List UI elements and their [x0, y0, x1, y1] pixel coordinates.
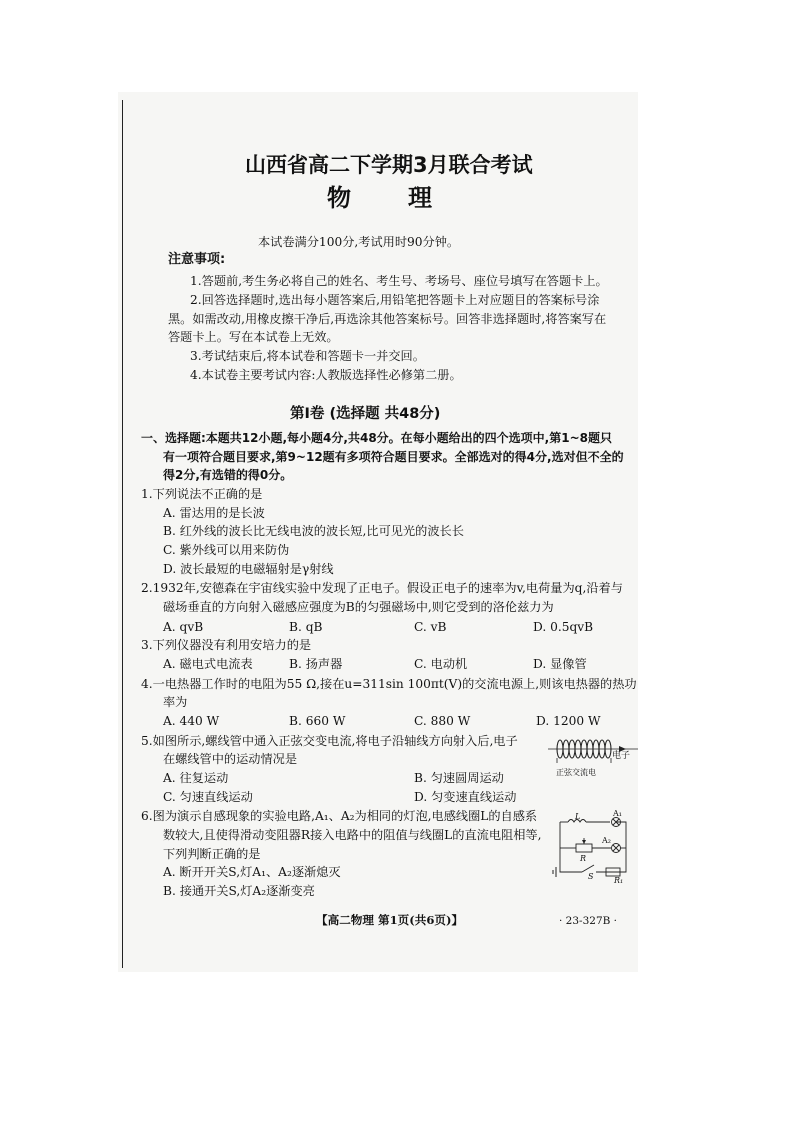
q2-stem-line2: 磁场垂直的方向射入磁感应强度为B的匀强磁场中,则它受到的洛伦兹力为	[163, 600, 554, 614]
q5-stem-line2: 在螺线管中的运动情况是	[163, 752, 298, 766]
note-4: 4.本试卷主要考试内容:人教版选择性必修第二册。	[190, 368, 462, 382]
note-1: 1.答题前,考生务必将自己的姓名、考生号、考场号、座位号填写在答题卡上。	[190, 274, 608, 288]
q5-option-b: B. 匀速圆周运动	[414, 771, 504, 785]
exam-info: 本试卷满分100分,考试用时90分钟。	[258, 235, 460, 249]
fig-label-S: S	[588, 872, 594, 881]
page-footer-center: 【高二物理 第1页(共6页)】	[316, 913, 464, 927]
q1-stem: 1.下列说法不正确的是	[141, 487, 263, 501]
q3-option-c: C. 电动机	[414, 657, 468, 671]
q3-stem: 3.下列仪器没有利用安培力的是	[141, 638, 312, 652]
q4-stem-line1: 4.一电热器工作时的电阻为55 Ω,接在u=311sin 100πt(V)的交流电源上,则该电热器的热功	[141, 677, 637, 691]
q5-stem-line1: 5.如图所示,螺线管中通入正弦交变电流,将电子沿轴线方向射入后,电子	[141, 734, 518, 748]
subject-char-right: 理	[408, 184, 432, 212]
part1-intro-line1: 一、选择题:本题共12小题,每小题4分,共48分。在每小题给出的四个选项中,第1~8题只	[141, 431, 612, 445]
fig-label-L: L	[575, 812, 581, 821]
q4-option-b: B. 660 W	[289, 714, 346, 728]
part1-intro-line2: 有一项符合题目要求,第9~12题有多项符合题目要求。全部选对的得4分,选对但不全的	[163, 450, 624, 464]
notes-heading: 注意事项:	[168, 252, 226, 267]
fig-label-A1: A₁	[613, 809, 622, 818]
q1-option-b: B. 红外线的波长比无线电波的波长短,比可见光的波长长	[163, 524, 464, 538]
note-2-line3: 答题卡上。写在本试卷上无效。	[168, 330, 339, 344]
binding-line	[122, 100, 123, 968]
q1-option-a: A. 雷达用的是长波	[163, 506, 265, 520]
q6-stem-line3: 下列判断正确的是	[163, 847, 261, 861]
q2-option-b: B. qB	[289, 620, 323, 634]
fig-label-A2: A₂	[602, 836, 611, 845]
part1-heading: 第Ⅰ卷 (选择题 共48分)	[290, 406, 441, 422]
q5-option-d: D. 匀变速直线运动	[414, 790, 517, 804]
part1-intro-line3: 得2分,有选错的得0分。	[163, 468, 293, 482]
q2-option-d: D. 0.5qvB	[533, 620, 594, 634]
q4-option-d: D. 1200 W	[536, 714, 601, 728]
q4-option-c: C. 880 W	[414, 714, 471, 728]
fig-label-R1: R₁	[614, 876, 624, 885]
q2-stem-line1: 2.1932年,安德森在宇宙线实验中发现了正电子。假设正电子的速率为v,电荷量为q,沿着与	[141, 581, 623, 595]
q6-option-b: B. 接通开关S,灯A₂逐渐变亮	[163, 884, 315, 898]
fig-ac-label: 正弦交流电	[556, 768, 596, 777]
q4-stem-line2: 率为	[163, 695, 188, 709]
q3-option-d: D. 显像管	[533, 657, 587, 671]
q6-stem-line2: 数较大,且使得滑动变阻器R接入电路中的阻值与线圈L的直流电阻相等,	[163, 828, 542, 842]
q5-option-a: A. 往复运动	[163, 771, 229, 785]
q3-option-a: A. 磁电式电流表	[163, 657, 253, 671]
circuit-figure	[556, 812, 632, 878]
page-footer-code: · 23-327B ·	[559, 915, 618, 927]
note-2-line1: 2.回答选择题时,选出每小题答案后,用铅笔把答题卡上对应题目的答案标号涂	[190, 293, 600, 307]
q2-option-a: A. qvB	[163, 620, 204, 634]
subject-char-left: 物	[327, 184, 351, 212]
exam-title: 山西省高二下学期3月联合考试	[245, 153, 533, 177]
q6-option-a: A. 断开开关S,灯A₁、A₂逐渐熄灭	[163, 865, 341, 879]
q3-option-b: B. 扬声器	[289, 657, 343, 671]
q6-stem-line1: 6.图为演示自感现象的实验电路,A₁、A₂为相同的灯泡,电感线圈L的自感系	[141, 809, 538, 823]
q5-option-c: C. 匀速直线运动	[163, 790, 253, 804]
q4-option-a: A. 440 W	[163, 714, 220, 728]
note-3: 3.考试结束后,将本试卷和答题卡一并交回。	[190, 349, 425, 363]
fig-label-R: R	[580, 854, 587, 863]
q2-option-c: C. vB	[414, 620, 447, 634]
q1-option-d: D. 波长最短的电磁辐射是γ射线	[163, 562, 334, 576]
fig-electron-label: 电子	[612, 751, 631, 761]
note-2-line2: 黑。如需改动,用橡皮擦干净后,再选涂其他答案标号。回答非选择题时,将答案写在	[168, 312, 607, 326]
q1-option-c: C. 紫外线可以用来防伪	[163, 543, 290, 557]
